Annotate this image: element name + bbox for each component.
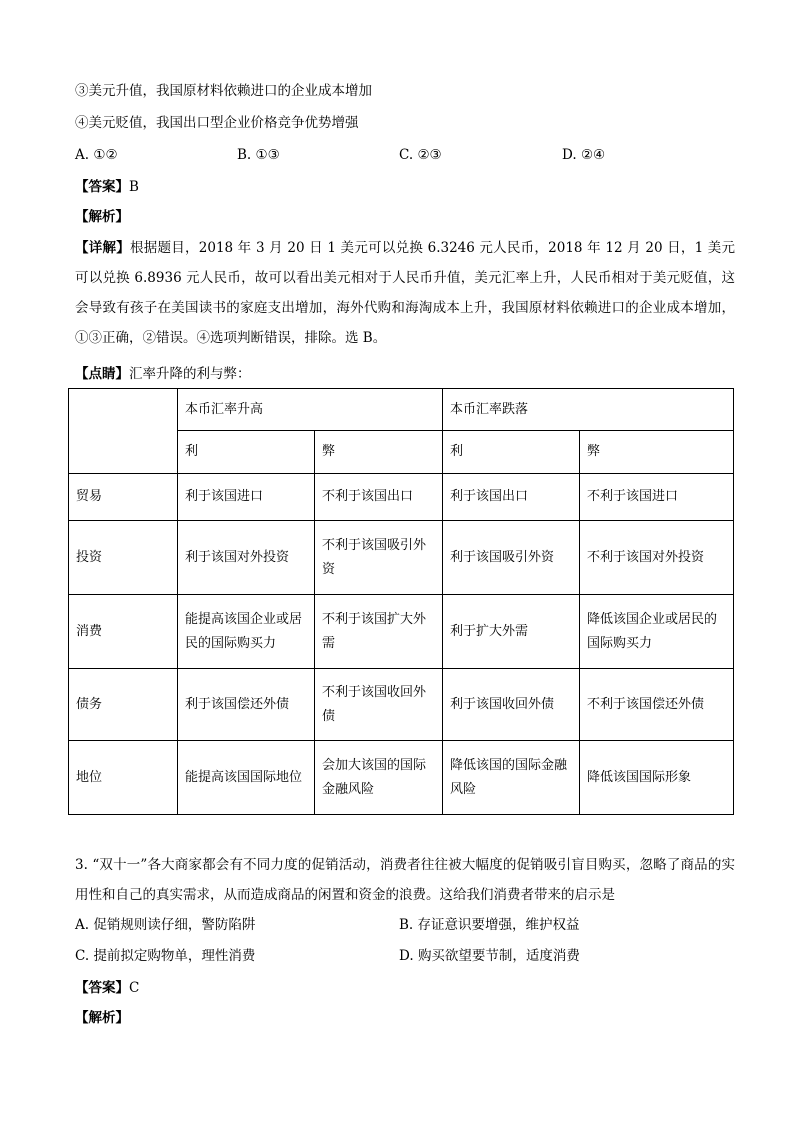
table-cell: 利于该国出口: [443, 474, 580, 521]
table-cell: 不利于该国对外投资: [580, 521, 734, 595]
option-text: ②③: [417, 147, 442, 163]
option-letter: A.: [75, 147, 90, 163]
table-row: [69, 521, 734, 595]
q2-tip: [75, 364, 251, 384]
table-cell: 能提高该国国际地位: [178, 741, 315, 815]
q3-option-d: [399, 946, 580, 966]
tip-text: 汇率升降的利与弊：: [129, 366, 251, 382]
answer-label: 【答案】: [75, 179, 129, 195]
q2-detail-paragraph: [75, 233, 735, 353]
table-cell: 利于该国收回外债: [443, 669, 580, 741]
option-letter: D.: [399, 948, 414, 964]
table-row: [69, 474, 734, 521]
q2-option-b: [237, 145, 280, 165]
statement-4: ④美元贬值，我国出口型企业价格竞争优势增强: [75, 115, 359, 131]
subheader-cell: 弊: [315, 431, 443, 474]
q2-analysis-label: 【解析】: [75, 209, 129, 225]
statement-3: ③美元升值，我国原材料依赖进口的企业成本增加: [75, 83, 372, 99]
detail-text: 根据题目，2018 年 3 月 20 日 1 美元可以兑换 6.3246 元人民币，2018 年 12 月 20 日，1 美元可以兑换 6.8936 元人民币，故可以看出美元相对于人民币升值，美元汇率上升，人民币相对于美元贬值，这会导致有孩子在美国读书的家庭支出增加，海外代购和海淘成本上升，我国原材料依赖进口的企业成本增加，①③正确，②错误。④选项判断错误，排除。选 B。: [75, 240, 735, 346]
option-letter: B.: [237, 147, 252, 163]
q2-answer: [75, 177, 139, 197]
q3-stem: 3. “双十一”各大商家都会有不同力度的促销活动，消费者往往被大幅度的促销吸引盲目购买，忽略了商品的实用性和自己的真实需求，从而造成商品的闲置和资金的浪费。这给我们消费者带来的启示是: [75, 857, 735, 903]
q2-option-a: [75, 145, 118, 165]
table-cell: 降低该国国际形象: [580, 741, 734, 815]
option-letter: C.: [399, 147, 414, 163]
option-text: 购买欲望要节制，适度消费: [417, 948, 580, 964]
q3-option-c: [75, 946, 255, 966]
q2-option-d: [562, 145, 605, 165]
option-letter: D.: [562, 147, 577, 163]
table-header-row: [69, 389, 734, 431]
table-row: [69, 595, 734, 669]
subheader-cell: 利: [178, 431, 315, 474]
row-label: 贸易: [69, 474, 178, 521]
exchange-rate-table: [68, 388, 734, 815]
header-rise: 本币汇率升高: [178, 389, 443, 431]
table-corner-cell: [69, 389, 178, 474]
table-row: [69, 741, 734, 815]
subheader-cell: 利: [443, 431, 580, 474]
row-label: 消费: [69, 595, 178, 669]
answer-value: B: [129, 179, 139, 195]
table-cell: 不利于该国扩大外需: [315, 595, 443, 669]
answer-label: 【答案】: [75, 980, 129, 996]
option-text: 存证意识要增强，维护权益: [417, 917, 580, 933]
answer-value: C: [129, 980, 140, 996]
option-letter: A.: [75, 917, 90, 933]
row-label: 投资: [69, 521, 178, 595]
q3-answer: [75, 978, 139, 998]
table-cell: 利于扩大外需: [443, 595, 580, 669]
table-cell: 不利于该国出口: [315, 474, 443, 521]
table-cell: 会加大该国的国际金融风险: [315, 741, 443, 815]
detail-label: 【详解】: [75, 240, 131, 256]
option-text: 提前拟定购物单，理性消费: [93, 948, 256, 964]
q2-option-c: [399, 145, 442, 165]
option-text: ①③: [255, 147, 280, 163]
table-cell: 不利于该国进口: [580, 474, 734, 521]
q3-option-a: [75, 915, 255, 935]
option-text: ①②: [93, 147, 118, 163]
table-cell: 降低该国企业或居民的国际购买力: [580, 595, 734, 669]
table-cell: 利于该国进口: [178, 474, 315, 521]
table-cell: 利于该国对外投资: [178, 521, 315, 595]
q3-analysis-label: 【解析】: [75, 1010, 129, 1026]
tip-label: 【点睛】: [75, 366, 129, 382]
subheader-cell: 弊: [580, 431, 734, 474]
option-letter: B.: [399, 917, 414, 933]
option-letter: C.: [75, 948, 90, 964]
row-label: 地位: [69, 741, 178, 815]
table-cell: 降低该国的国际金融风险: [443, 741, 580, 815]
table-row: [69, 669, 734, 741]
table-cell: 利于该国偿还外债: [178, 669, 315, 741]
table-cell: 不利于该国偿还外债: [580, 669, 734, 741]
q3-option-b: [399, 915, 580, 935]
option-text: ②④: [580, 147, 606, 163]
row-label: 债务: [69, 669, 178, 741]
table-cell: 能提高该国企业或居民的国际购买力: [178, 595, 315, 669]
option-text: 促销规则读仔细，警防陷阱: [93, 917, 256, 933]
header-fall: 本币汇率跌落: [443, 389, 734, 431]
table-cell: 不利于该国吸引外资: [315, 521, 443, 595]
table-cell: 利于该国吸引外资: [443, 521, 580, 595]
table-cell: 不利于该国收回外债: [315, 669, 443, 741]
